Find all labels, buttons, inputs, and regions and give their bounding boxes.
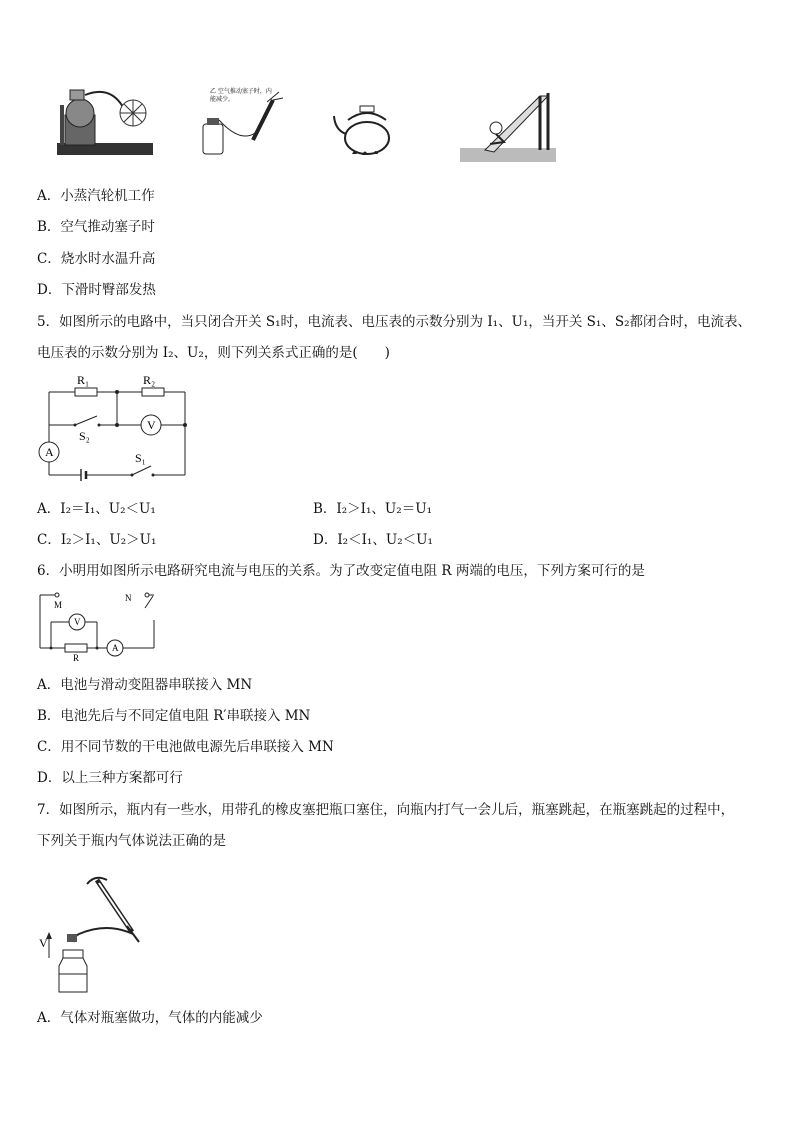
m-label: M xyxy=(54,600,63,610)
question-number: 5． xyxy=(37,314,60,330)
option-letter: A． xyxy=(37,677,61,693)
option-c xyxy=(37,738,334,756)
option-text: 烧水时水温升高 xyxy=(60,251,156,267)
question-number: 6． xyxy=(37,563,60,579)
option-text: 气体对瓶塞做功，气体的内能减少 xyxy=(60,1010,263,1026)
option-text: I₂＝I₁、U₂＜U₁ xyxy=(60,501,156,517)
option-text: I₂＞I₁、U₂＝U₁ xyxy=(336,501,432,517)
option-b xyxy=(37,707,310,725)
option-c xyxy=(37,531,156,549)
option-c xyxy=(37,250,155,268)
option-letter: C． xyxy=(37,739,61,755)
option-letter: D． xyxy=(37,770,62,786)
question-7-stem-line1 xyxy=(37,801,734,819)
ammeter-label: A xyxy=(45,445,54,459)
option-a xyxy=(37,676,252,694)
option-a xyxy=(37,187,155,205)
circuit-diagram-q6 xyxy=(37,590,162,662)
question-7-stem-line2: 下列关于瓶内气体说法正确的是 xyxy=(37,833,226,849)
option-letter: B． xyxy=(37,219,61,235)
option-text: I₂＜I₁、U₂＜U₁ xyxy=(337,532,433,548)
option-text: 以上三种方案都可行 xyxy=(61,770,183,786)
option-letter: D． xyxy=(37,282,62,298)
kettle-figure xyxy=(330,98,405,160)
option-letter: A． xyxy=(37,1010,61,1026)
question-text: 小明用如图所示电路研究电流与电压的关系。为了改变定值电阻 R 两端的电压，下列方案可行的是 xyxy=(59,563,645,579)
s1-label: S₁ xyxy=(135,451,146,465)
r1-label: R₁ xyxy=(77,373,90,387)
steam-turbine-figure xyxy=(55,85,155,165)
figure-caption: 乙 空气推动塞子时，内能减少。 xyxy=(210,88,272,103)
option-text: I₂＞I₁、U₂＞U₁ xyxy=(60,532,157,548)
option-b xyxy=(37,218,155,236)
question-5-stem-line1 xyxy=(37,313,751,331)
option-d xyxy=(313,531,433,549)
question-5-stem-line2: 电压表的示数分别为 I₂、U₂，则下列关系式正确的是( ) xyxy=(37,345,390,361)
option-a xyxy=(37,1009,263,1027)
option-text: 电池与滑动变阻器串联接入 MN xyxy=(60,677,253,693)
option-d xyxy=(37,281,156,299)
question-text: 如图所示，瓶内有一些水，用带孔的橡皮塞把瓶口塞住，向瓶内打气一会儿后，瓶塞跳起，在瓶塞跳起的过程中， xyxy=(59,802,735,818)
velocity-label: V xyxy=(39,936,48,950)
n-label: N xyxy=(125,593,132,603)
option-letter: C． xyxy=(37,532,61,548)
voltmeter-label: V xyxy=(147,418,156,432)
option-b xyxy=(313,500,432,518)
option-letter: B． xyxy=(313,501,337,517)
bottle-pump-figure xyxy=(37,866,147,996)
option-d xyxy=(37,769,183,787)
resistor-label: R xyxy=(73,653,80,662)
option-text: 下滑时臀部发热 xyxy=(61,282,156,298)
option-text: 空气推动塞子时 xyxy=(60,219,155,235)
slide-figure xyxy=(460,88,556,162)
s2-label: S₂ xyxy=(79,429,90,443)
option-letter: A． xyxy=(37,501,61,517)
option-text: 电池先后与不同定值电阻 R′串联接入 MN xyxy=(60,708,311,724)
question-6-stem xyxy=(37,562,645,580)
option-letter: D． xyxy=(313,532,338,548)
circuit-diagram-q5 xyxy=(37,372,192,484)
r2-label: R₂ xyxy=(143,373,156,387)
question-number: 7． xyxy=(37,802,60,818)
question-text: 如图所示的电路中，当只闭合开关 S₁时，电流表、电压表的示数分别为 I₁、U₁，当开关 S₁、S₂都闭合时，电流表、 xyxy=(59,314,751,330)
option-letter: B． xyxy=(37,708,61,724)
ammeter-label: A xyxy=(112,643,119,653)
option-text: 小蒸汽轮机工作 xyxy=(60,188,155,204)
option-text: 用不同节数的干电池做电源先后串联接入 MN xyxy=(60,739,334,755)
option-a xyxy=(37,500,156,518)
option-letter: A． xyxy=(37,188,61,204)
option-letter: C． xyxy=(37,251,61,267)
voltmeter-label: V xyxy=(74,617,81,627)
